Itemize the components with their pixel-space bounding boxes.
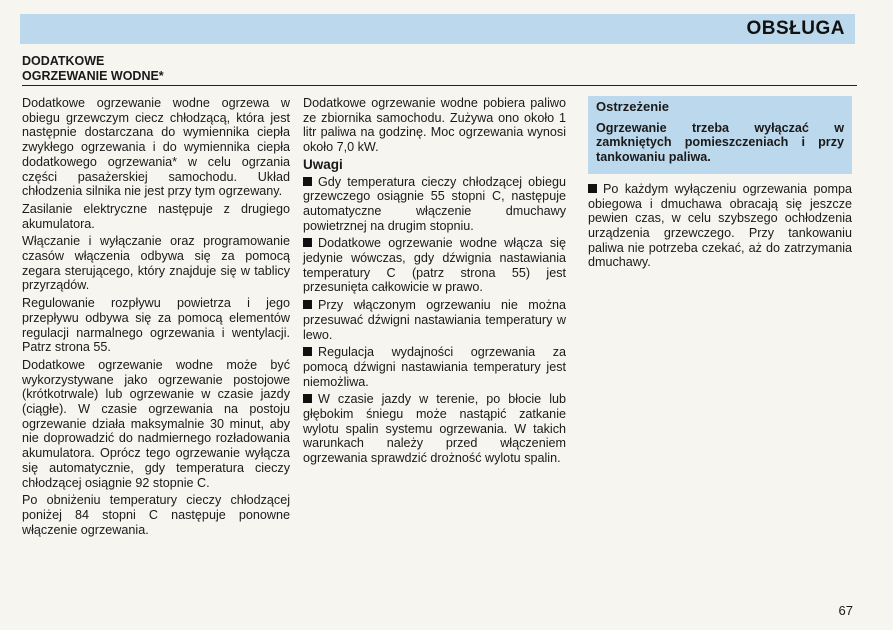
section-title [22, 54, 292, 84]
square-bullet-icon [303, 347, 312, 356]
paragraph: Regulowanie rozpływu powietrza i jego przepływu odbywa się za pomocą elementów regulacji narmalnego ogrzewania i wentylacji. Patrz strona 55. [22, 296, 290, 355]
note-text: Przy włączonym ogrzewaniu nie można przesuwać dźwigni nastawiania temperatury w lewo. [303, 298, 566, 342]
note-item [303, 345, 566, 389]
paragraph: Dodatkowe ogrzewanie wodne może być wykorzystywane jako ogrzewanie postojowe (krótkotrwale) lub ogrzewanie w czasie jazdy (ciągłe). W czasie ogrzewania na postoju ogrzewanie działa maksymalnie 30 minut, aby nie doprowadzić do nadmiernego rozładowania akumulatora. Oprócz tego ogrzewanie wyłącza się automatycznie, gdy temperatura cieczy chłodzącej osiągnie 92 stopnie C. [22, 357, 290, 490]
header-bar [20, 14, 855, 44]
column-3 [588, 96, 852, 273]
warning-box [588, 96, 852, 174]
notes-heading: Uwagi [303, 156, 343, 172]
note-text: Gdy temperatura cieczy chłodzącej obiegu grzewczego osiągnie 55 stopni C, następuje automatyczne włączenie dmuchawy powietrznej na drugim stopniu. [303, 174, 566, 233]
square-bullet-icon [303, 238, 312, 247]
column-1 [22, 96, 290, 540]
square-bullet-icon [303, 300, 312, 309]
paragraph: Dodatkowe ogrzewanie wodne ogrzewa w obiegu grzewczym ciecz chłodzącą, która jest następnie dostarczana do wymiennika ciepła zwykłego ogrzewania i do wymiennika ciepła dodatkowego ogrzewania* w celu ogrzania części pasażerskiej samochodu. Układ chłodzenia silnika nie jest przy tym ogrzewany. [22, 96, 290, 199]
note-item [588, 182, 852, 270]
paragraph: Po każdym wyłączeniu ogrzewania pompa obiegowa i dmuchawa obracają się jeszcze pewien czas, w celu szybszego ochłodzenia urządzenia grzewczego. Przy tankowaniu paliwa nie potrzeba czekać, aż do zatrzymania dmuchawy. [588, 181, 852, 270]
note-item [303, 236, 566, 295]
square-bullet-icon [303, 394, 312, 403]
square-bullet-icon [303, 177, 312, 186]
note-text: Dodatkowe ogrzewanie wodne włącza się jedynie wówczas, gdy dźwignia nastawiania temperatury C (patrz strona 55) jest przesunięta całkowicie w prawo. [303, 236, 566, 295]
section-title-line-2: OGRZEWANIE WODNE* [22, 69, 164, 83]
paragraph: Zasilanie elektryczne następuje z drugiego akumulatora. [22, 201, 290, 231]
square-bullet-icon [588, 184, 597, 193]
header-title: OBSŁUGA [746, 18, 845, 39]
warning-title: Ostrzeżenie [596, 99, 669, 114]
paragraph: Po obniżeniu temperatury cieczy chłodzącej poniżej 84 stopni C następuje ponowne włączenie ogrzewania. [22, 493, 290, 537]
column-2 [303, 96, 566, 469]
title-divider [22, 85, 857, 86]
paragraph: Dodatkowe ogrzewanie wodne pobiera paliwo ze zbiornika samochodu. Zużywa ono około 1 litr paliwa na godzinę. Moc ogrzewania wynosi około 7,0 kW. [303, 96, 566, 155]
page-number: 67 [838, 603, 853, 618]
note-item [303, 175, 566, 234]
section-title-line-1: DODATKOWE [22, 54, 105, 68]
note-text: W czasie jazdy w terenie, po błocie lub głębokim śniegu może nastąpić zatkanie wylotu spalin systemu ogrzewania. W takich warunkach należy przed włączeniem ogrzewania sprawdzić drożność wylotu spalin. [303, 392, 566, 466]
note-item [303, 298, 566, 342]
paragraph: Włączanie i wyłączanie oraz programowanie czasów włączenia odbywa się za pomocą zegara sterującego, który znajduje się w tablicy przyrządów. [22, 234, 290, 293]
note-item [303, 392, 566, 466]
note-text: Regulacja wydajności ogrzewania za pomocą dźwigni nastawiania temperatury jest niemożliwa. [303, 345, 566, 389]
warning-text: Ogrzewanie trzeba wyłączać w zamkniętych pomieszczeniach i przy tankowaniu paliwa. [596, 120, 844, 165]
